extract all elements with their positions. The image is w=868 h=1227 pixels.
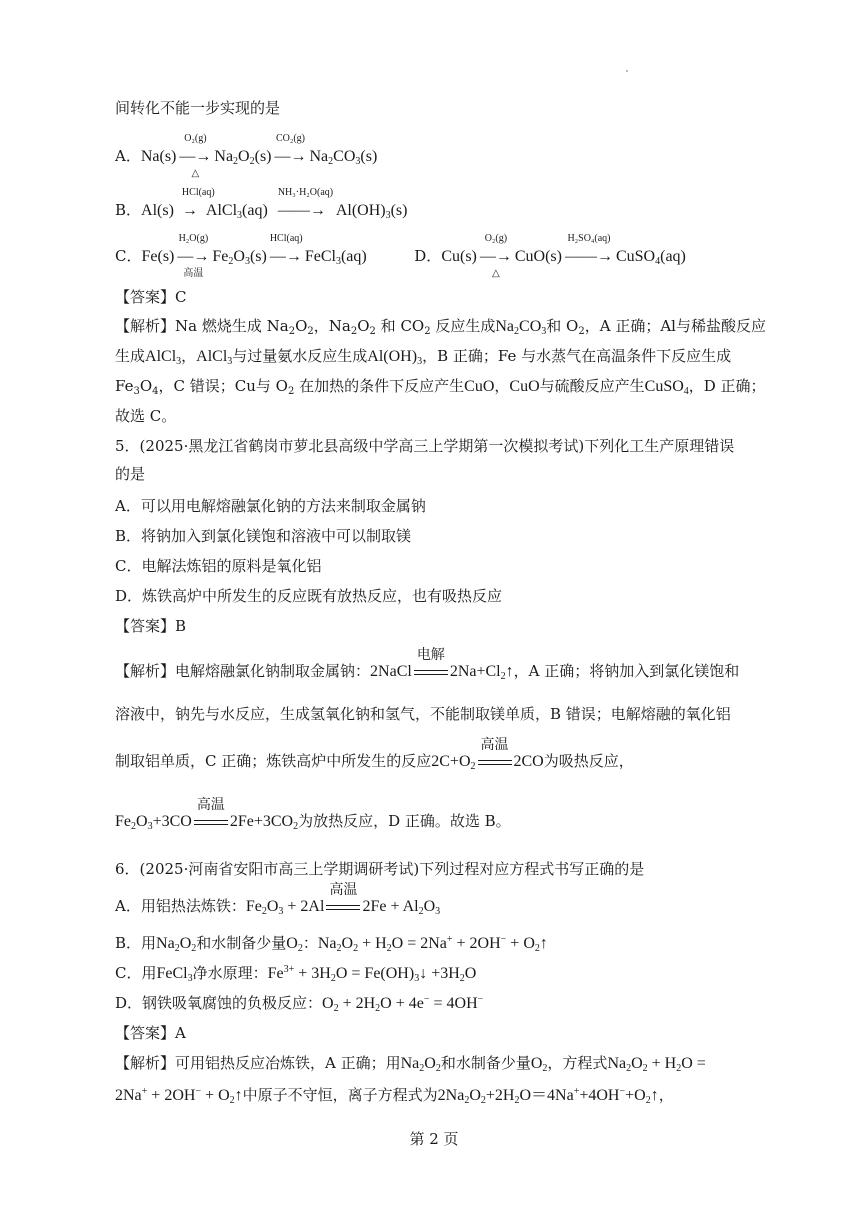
scan-speck: [626, 70, 628, 72]
reaction-condition: 高温: [326, 896, 360, 918]
q4-analysis-line-4: 故选 C。: [115, 407, 177, 425]
reaction-arrow: CO₂(g) —→: [274, 133, 307, 165]
q5-analysis-line-4: $Fe_2O_3+3CO$ 高温 $2Fe+3CO_2$为放热反应，D 正确。故选 B。: [115, 798, 511, 832]
reaction-arrow: NH₃·H₂O(aq) ——→: [277, 187, 334, 219]
q4-answer: 【答案】C: [115, 288, 187, 306]
q5-option-d: D．炼铁高炉中所发生的反应既有放热反应，也有吸热反应: [115, 587, 503, 605]
q6-option-d: D．钢铁吸氧腐蚀的负极反应：$O_2 + 2H_2O + 4e^- = 4OH^-$: [115, 994, 484, 1014]
reaction-arrow: H₂SO₄(aq) ——→: [564, 233, 613, 265]
reaction-arrow: O₂(g) —→ △: [479, 233, 512, 279]
q4-option-c-d: C．Fe(s) H₂O(g) —→ 高温 $Fe_2O_3(s)$ HCl(aq) —→ FeCl$_3$(aq) D．Cu(s) O₂(g) —→ △ CuO(s) H₂SO₄(aq) ——→ CuSO$_4$(aq): [115, 233, 686, 279]
q6-answer: 【答案】A: [115, 1024, 186, 1042]
q5-option-c: C．电解法炼铝的原料是氧化铝: [115, 557, 322, 575]
reaction-condition: 高温: [478, 751, 512, 773]
q5-analysis-line-1: 【解析】电解熔融氯化钠制取金属钠：2NaCl 电解 $2Na+Cl_2↑$，A 正确；将钠加入到氯化镁饱和: [115, 648, 740, 682]
q4-analysis-line-3: $Fe_3O_4$，C 错误；Cu与 $O_2$ 在加热的条件下反应产生CuO，CuO与硫酸反应产生CuSO$_4$，D 正确；: [115, 377, 766, 397]
q6-analysis-line-2: $2Na^+ + 2OH^- + O_2↑$中原子不守恒，离子方程式为$2Na_2O_2+2H_2O=4Na^++4OH^-+O_2↑$，: [115, 1086, 674, 1106]
q5-option-b: B．将钠加入到氯化镁饱和溶液中可以制取镁: [115, 527, 412, 545]
reaction-condition: 高温: [194, 811, 228, 833]
reaction-condition: 电解: [414, 661, 448, 683]
q5-analysis-line-2: 溶液中，钠先与水反应，生成氢氧化钠和氢气，不能制取镁单质，B 错误；电解熔融的氧化铝: [115, 705, 731, 723]
q4-option-b: B．Al(s) HCl(aq) → AlCl$_3$(aq) NH₃·H₂O(aq) ——→ $Al(OH)_3(s)$: [115, 187, 408, 221]
reaction-arrow: O₂(g) —→ △: [179, 133, 212, 179]
q4-analysis-line-1: 【解析】Na 燃烧生成 $Na_2O_2$，$Na_2O_2$ 和 $CO_2$ 反应生成$Na_2CO_3$和 $O_2$，A 正确；Al与稀盐酸反应: [115, 317, 766, 337]
q4-analysis-line-2: 生成AlCl$_3$，AlCl$_3$与过量氨水反应生成$Al(OH)_3$，B 正确；Fe 与水蒸气在高温条件下反应生成: [115, 347, 732, 367]
q6-option-c: C．用FeCl$_3$净水原理：$Fe^{3+} + 3H_2O$ = $Fe(OH)_3↓ +3H_2O$: [115, 964, 477, 984]
q5-stem-line-1: 5．(2025·黑龙江省鹤岗市萝北县高级中学高三上学期第一次模拟考试)下列化工生产原理错误: [115, 437, 735, 455]
q5-option-a: A．可以用电解熔融氯化钠的方法来制取金属钠: [115, 497, 426, 515]
q6-analysis-line-1: 【解析】可用铝热反应冶炼铁，A 正确；用$Na_2O_2$和水制备少量$O_2$，方程式$Na_2O_2 + H_2O$ =: [115, 1054, 706, 1074]
page-number: 第 2 页: [409, 1130, 459, 1148]
q4-option-a: A．Na(s) O₂(g) —→ △ $Na_2O_2(s)$ CO₂(g) —→ $Na_2CO_3(s)$: [115, 133, 378, 179]
q6-stem: 6．(2025·河南省安阳市高三上学期调研考试)下列过程对应方程式书写正确的是: [115, 860, 645, 878]
q5-answer: 【答案】B: [115, 617, 187, 635]
reaction-arrow: HCl(aq) —→: [269, 233, 303, 265]
q5-analysis-line-3: 制取铝单质，C 正确；炼铁高炉中所发生的反应$2C+O_2$ 高温 2CO为吸热反应，: [115, 738, 634, 772]
q6-option-a: A．用铝热法炼铁：$Fe_2O_3 + 2Al$ 高温 $2Fe + Al_2O_3$: [115, 883, 441, 917]
q5-stem-line-2: 的是: [115, 465, 146, 483]
q6-option-b: B．用$Na_2O_2$和水制备少量$O_2$：$Na_2O_2 + H_2O = 2Na^+ + 2OH^-$ + $O_2↑$: [115, 934, 548, 954]
q4-stem-tail: 间转化不能一步实现的是: [115, 99, 281, 117]
reaction-arrow: H₂O(g) —→ 高温: [177, 233, 210, 279]
reaction-arrow: HCl(aq) →: [181, 187, 215, 219]
